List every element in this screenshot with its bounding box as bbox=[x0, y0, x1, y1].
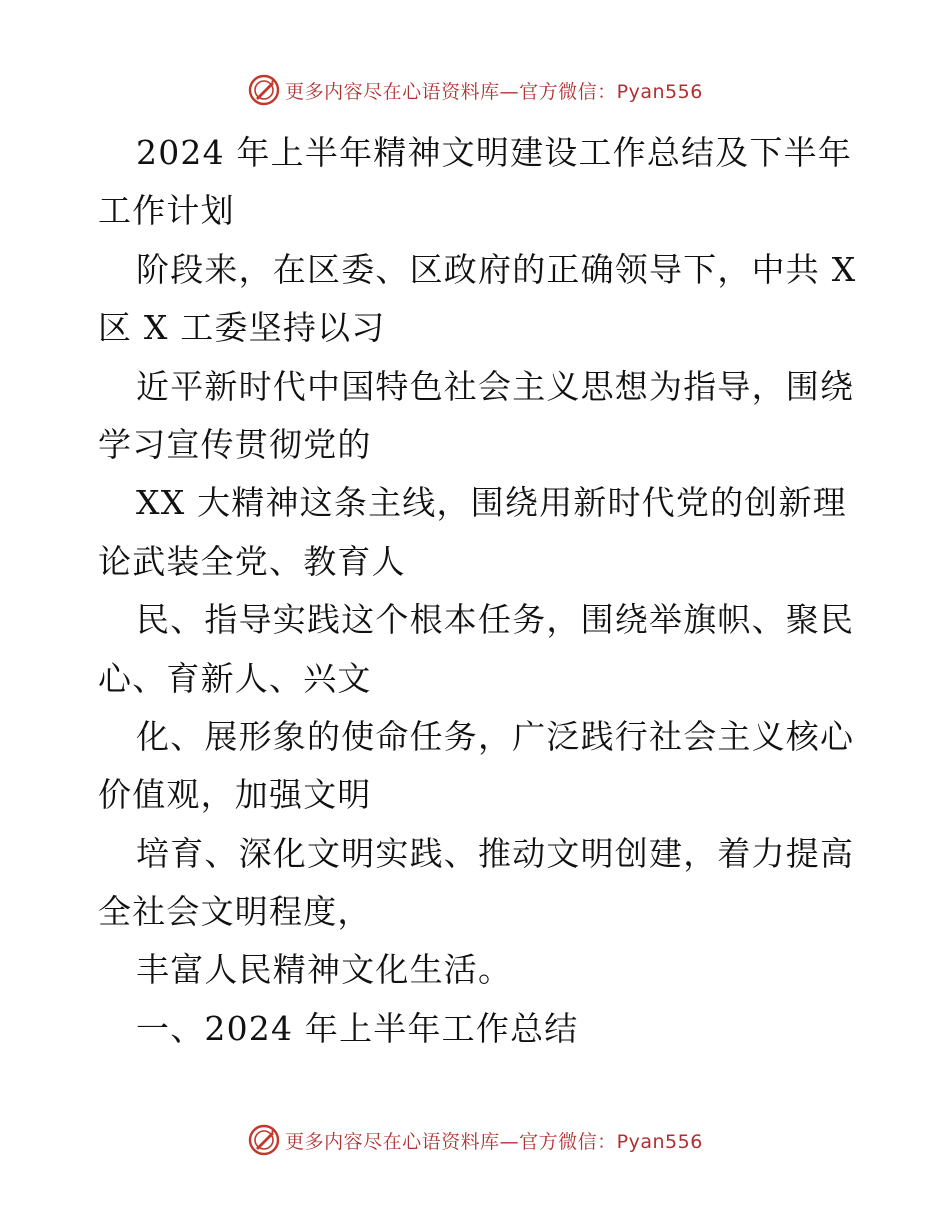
watermark-header-inner bbox=[247, 73, 703, 107]
text-line: 区 X 工委坚持以习 bbox=[98, 308, 386, 348]
text-line: 化、展形象的使命任务，广泛践行社会主义核心 bbox=[136, 716, 855, 756]
text-line: 2024 年上半年精神文明建设工作总结及下半年 bbox=[136, 133, 853, 172]
watermark-text: 更多内容尽在心语资料库—官方微信：Pyan556 bbox=[285, 80, 703, 103]
text-line: 丰富人民精神文化生活。 bbox=[136, 950, 513, 990]
text-line: 工作计划 bbox=[98, 191, 235, 231]
text-line: 民、指导实践这个根本任务，围绕举旗帜、聚民 bbox=[136, 600, 855, 640]
text-line: 阶段来，在区委、区政府的正确领导下，中共 X bbox=[136, 249, 857, 289]
text-line: 近平新时代中国特色社会主义思想为指导，围绕 bbox=[136, 366, 855, 406]
watermark-footer bbox=[0, 1120, 950, 1160]
text-line: 一、2024 年上半年工作总结 bbox=[136, 1008, 579, 1048]
text-line: 论武装全党、教育人 bbox=[98, 541, 406, 581]
brand-logo-icon bbox=[247, 73, 281, 107]
text-line: 学习宣传贯彻党的 bbox=[98, 424, 372, 464]
brand-logo-icon bbox=[247, 1123, 281, 1157]
text-line: 价值观，加强文明 bbox=[98, 775, 372, 815]
text-line: XX 大精神这条主线，围绕用新时代党的创新理 bbox=[136, 483, 847, 523]
watermark-footer-inner bbox=[247, 1123, 703, 1157]
document-body bbox=[98, 124, 858, 1058]
text-line: 心、育新人、兴文 bbox=[98, 658, 372, 698]
watermark-header bbox=[0, 70, 950, 110]
text-line: 全社会文明程度， bbox=[98, 892, 372, 932]
text-line: 培育、深化文明实践、推动文明创建，着力提高 bbox=[136, 833, 855, 873]
watermark-text: 更多内容尽在心语资料库—官方微信：Pyan556 bbox=[285, 1130, 703, 1153]
